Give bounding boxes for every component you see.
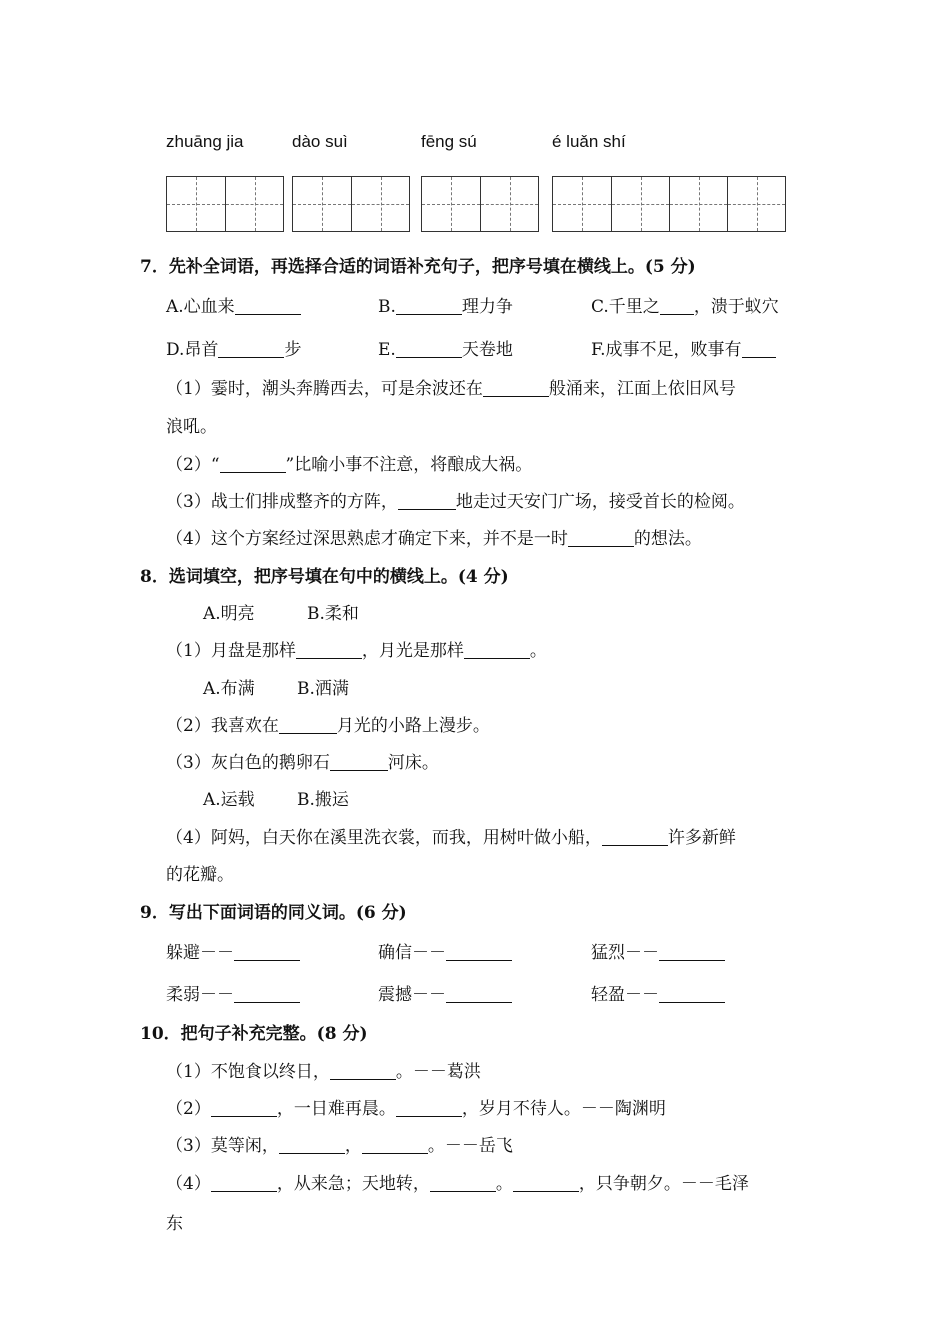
blank[interactable]: [211, 1099, 277, 1117]
blank[interactable]: [483, 379, 549, 397]
blank[interactable]: [602, 828, 668, 846]
blank[interactable]: [398, 492, 456, 510]
q8-sentence-1: （1）月盘是那样 ，月光是那样 。: [166, 641, 547, 661]
blank[interactable]: [513, 1174, 579, 1192]
q7-sentence-1-cont: 浪吼。: [166, 417, 217, 437]
q7-option-f: F.成事不足，败事有: [591, 335, 776, 360]
blank[interactable]: [660, 297, 694, 315]
q10-line-1: （1）不饱食以终日， 。－－葛洪: [166, 1062, 481, 1082]
blank[interactable]: [396, 297, 462, 315]
writing-grid-3[interactable]: [421, 176, 539, 232]
q8-options-1: A.明亮: [203, 604, 255, 624]
q8-options-3: A.运载: [203, 790, 255, 810]
q10-line-4-cont: 东: [166, 1214, 183, 1234]
blank[interactable]: [279, 1136, 345, 1154]
q7-option-d: D.昂首 步: [166, 340, 302, 360]
blank[interactable]: [568, 529, 634, 547]
q8-options-2b: B.洒满: [297, 679, 349, 699]
blank[interactable]: [659, 943, 725, 961]
blank[interactable]: [396, 340, 462, 358]
q8-title: 8．选词填空，把序号填在句中的横线上。(4 分): [140, 567, 509, 587]
q10-title: 10．把句子补充完整。(8 分): [140, 1024, 368, 1044]
q9-word-2: 确信－－: [378, 938, 512, 963]
pinyin-4: é luǎn shí: [552, 132, 626, 151]
pinyin-3: fēng sú: [421, 132, 477, 151]
blank[interactable]: [362, 1136, 428, 1154]
q9-word-1: 躲避－－: [166, 938, 300, 963]
q9-word-6: 轻盈－－: [591, 980, 725, 1005]
q8-sentence-2: （2）我喜欢在 月光的小路上漫步。: [166, 716, 490, 736]
writing-grid-2[interactable]: [292, 176, 410, 232]
q7-title: 7．先补全词语，再选择合适的词语补充句子，把序号填在横线上。(5 分): [140, 257, 696, 277]
q8-options-3b: B.搬运: [297, 790, 349, 810]
q8-options-2: A.布满: [203, 679, 255, 699]
q7-sentence-1: （1）霎时，潮头奔腾西去，可是余波还在 般涌来，江面上依旧风号: [166, 379, 736, 399]
pinyin-1: zhuāng jia: [166, 132, 244, 151]
blank[interactable]: [742, 340, 776, 358]
q9-word-5: 震撼－－: [378, 980, 512, 1005]
q10-line-3: （3）莫等闲， ， 。－－岳飞: [166, 1136, 513, 1156]
q10-line-4: （4） ，从来急；天地转， 。 ，只争朝夕。－－毛泽: [166, 1174, 749, 1194]
writing-grid-1[interactable]: [166, 176, 284, 232]
q7-sentence-3: （3）战士们排成整齐的方阵， 地走过天安门广场，接受首长的检阅。: [166, 492, 745, 512]
blank[interactable]: [220, 455, 286, 473]
q7-option-a: A.心血来: [166, 292, 301, 317]
writing-grid-4[interactable]: [552, 176, 786, 232]
blank[interactable]: [330, 1062, 396, 1080]
blank[interactable]: [330, 753, 388, 771]
blank[interactable]: [464, 641, 530, 659]
q9-word-4: 柔弱－－: [166, 980, 300, 1005]
q8-sentence-4-cont: 的花瓣。: [166, 865, 234, 885]
q10-line-2: （2） ，一日难再晨。 ，岁月不待人。－－陶渊明: [166, 1099, 666, 1119]
q7-sentence-4: （4）这个方案经过深思熟虑才确定下来，并不是一时 的想法。: [166, 529, 702, 549]
blank[interactable]: [446, 985, 512, 1003]
q9-title: 9．写出下面词语的同义词。(6 分): [140, 903, 407, 923]
blank[interactable]: [211, 1174, 277, 1192]
q8-options-1b: B.柔和: [307, 604, 359, 624]
q9-word-3: 猛烈－－: [591, 938, 725, 963]
q8-sentence-4: （4）阿妈，白天你在溪里洗衣裳，而我，用树叶做小船， 许多新鲜: [166, 828, 736, 848]
blank[interactable]: [234, 943, 300, 961]
blank[interactable]: [446, 943, 512, 961]
blank[interactable]: [235, 297, 301, 315]
q7-sentence-2: （2）“ ”比喻小事不注意，将酿成大祸。: [166, 455, 533, 475]
blank[interactable]: [296, 641, 362, 659]
q7-option-e: E. 天卷地: [378, 340, 513, 360]
blank[interactable]: [659, 985, 725, 1003]
pinyin-2: dào suì: [292, 132, 348, 151]
q7-option-b: B. 理力争: [378, 297, 513, 317]
blank[interactable]: [234, 985, 300, 1003]
blank[interactable]: [279, 716, 337, 734]
blank[interactable]: [430, 1174, 496, 1192]
q7-option-c: C.千里之 ，溃于蚁穴: [591, 297, 779, 317]
q8-sentence-3: （3）灰白色的鹅卵石 河床。: [166, 753, 439, 773]
blank[interactable]: [396, 1099, 462, 1117]
blank[interactable]: [218, 340, 284, 358]
